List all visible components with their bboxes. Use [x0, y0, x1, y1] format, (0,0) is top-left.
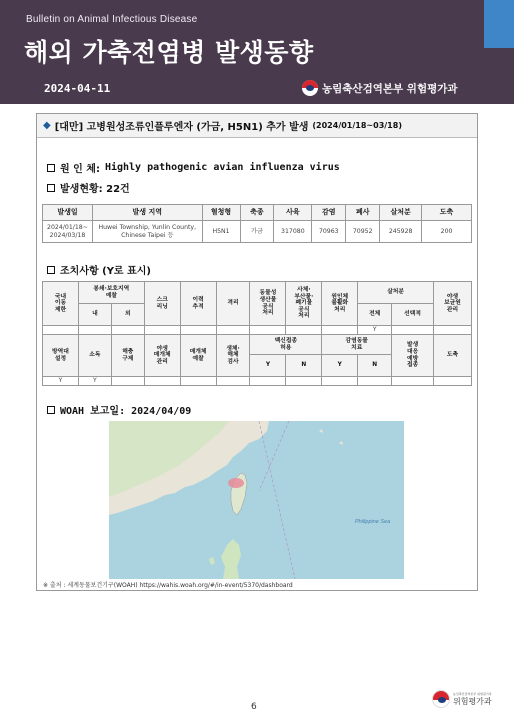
checkbox-icon	[47, 164, 55, 172]
org-logo	[302, 80, 458, 96]
measures-line	[47, 262, 151, 277]
topic-text: [대만] 고병원성조류인플루엔자 (가금, H5N1) 추가 발생	[54, 122, 309, 133]
val-cell	[43, 326, 79, 335]
hdr-pest-control: 해충 구제	[111, 335, 144, 377]
outbreak-map[interactable]	[109, 421, 404, 579]
page-number: 6	[251, 702, 257, 712]
corner-tab	[484, 0, 514, 48]
val-cell	[358, 377, 392, 386]
bulletin-subtitle: Bulletin on Animal Infectious Disease	[26, 14, 198, 25]
table-row	[43, 377, 472, 386]
cell-raised: 317080	[274, 221, 312, 243]
page-title: 해외 가축전염병 발생동향	[24, 38, 314, 67]
hdr-preventive-vaccination: 발생 대응 예방 접종	[392, 335, 434, 377]
source-note: ※ 출처 : 세계동물보건기구(WOAH) https://wahis.woah.org/#/in-event/5370/dashboard	[43, 582, 293, 589]
cell-culled: 245928	[380, 221, 422, 243]
val-cell	[434, 326, 472, 335]
measures-label: 조치사항 (Y로 표시)	[60, 266, 151, 277]
val-cell	[392, 377, 434, 386]
hdr-carcass: 사체· 부산물· 폐기물 공식 처리	[286, 282, 322, 326]
col-slaughtered: 도축	[422, 205, 472, 221]
val-cell	[111, 326, 144, 335]
col-culled: 살처분	[380, 205, 422, 221]
hdr-zoning-out: 외	[111, 304, 144, 326]
topic-range: (2024/01/18~03/18)	[312, 121, 402, 130]
status-label: 발생현황: 22건	[60, 184, 130, 195]
val-cell	[322, 326, 358, 335]
cell-date: 2024/01/18~ 2024/03/18	[43, 221, 93, 243]
val-cell	[286, 326, 322, 335]
cell-slaughtered: 200	[422, 221, 472, 243]
hdr-culling-all: 전체	[358, 304, 392, 326]
taegeuk-logo-icon	[302, 80, 318, 96]
checkbox-icon	[47, 406, 55, 414]
taegeuk-logo-icon	[432, 690, 450, 708]
hdr-treat-y: Y	[322, 355, 358, 377]
hdr-animal-products: 동물성 생산물 공식 처리	[250, 282, 286, 326]
cell-region: Huwei Township, Yunlin County, Chinese Taipei 등	[92, 221, 202, 243]
col-serotype: 혈청형	[202, 205, 240, 221]
val-cell	[250, 326, 286, 335]
table-row	[43, 221, 472, 243]
val-cell	[392, 326, 434, 335]
val-cell	[286, 377, 322, 386]
hdr-zone-setting: 방역대 설정	[43, 335, 79, 377]
footer-org-big: 위험평가과	[453, 696, 492, 706]
report-card	[36, 113, 478, 591]
hdr-slaughter: 도축	[434, 335, 472, 377]
hdr-vector-surveillance: 매개체 예찰	[180, 335, 216, 377]
org-name: 농림축산검역본부 위험평가과	[322, 82, 458, 95]
pathogen-label: 원 인 체:	[60, 164, 100, 175]
val-cell: Y	[78, 377, 111, 386]
val-cell	[180, 326, 216, 335]
hdr-culling-selective: 선택적	[392, 304, 434, 326]
val-cell	[144, 377, 180, 386]
hdr-culling: 살처분	[358, 282, 434, 304]
hdr-wildlife: 야생 보균원 관리	[434, 282, 472, 326]
hdr-disinfection: 소독	[78, 335, 111, 377]
col-infected: 감염	[312, 205, 346, 221]
hdr-domestic-movement: 국내 이동 제한	[43, 282, 79, 326]
cell-infected: 70963	[312, 221, 346, 243]
map-svg	[109, 421, 404, 579]
hdr-vaccination: 백신접종 허용	[250, 335, 322, 355]
val-cell	[180, 377, 216, 386]
diamond-icon: ◆	[43, 120, 51, 131]
hdr-vacc-n: N	[286, 355, 322, 377]
pathogen-value: Highly pathogenic avian influenza virus	[104, 162, 340, 173]
col-species: 축종	[240, 205, 274, 221]
outbreak-area	[228, 478, 244, 488]
col-region: 발생 지역	[92, 205, 202, 221]
woah-line	[47, 402, 191, 417]
val-cell	[144, 326, 180, 335]
footer-logo	[432, 690, 492, 708]
val-cell	[216, 326, 250, 335]
hdr-treat-n: N	[358, 355, 392, 377]
hdr-treatment: 감염동물 치료	[322, 335, 392, 355]
sea-label: Philippine Sea	[355, 519, 391, 525]
outbreak-table	[42, 204, 472, 243]
checkbox-icon	[47, 266, 55, 274]
hdr-inactivation: 원인체 불활화 처리	[322, 282, 358, 326]
table-row	[43, 326, 472, 335]
topic-bar	[37, 114, 477, 138]
cell-serotype: H5N1	[202, 221, 240, 243]
ryukyu-islands	[319, 429, 343, 445]
report-header	[0, 0, 514, 104]
footer-org-small: 농림축산검역본부 위험평가과	[453, 691, 492, 696]
hdr-tracing: 이력 추적	[180, 282, 216, 326]
hdr-vacc-y: Y	[250, 355, 286, 377]
hdr-quarantine: 격리	[216, 282, 250, 326]
val-cell: Y	[43, 377, 79, 386]
small-island	[209, 557, 215, 565]
checkbox-icon	[47, 184, 55, 192]
woah-label: WOAH 보고일: 2024/04/09	[60, 406, 192, 417]
hdr-zoning-in: 내	[78, 304, 111, 326]
val-cell	[322, 377, 358, 386]
val-cell	[216, 377, 250, 386]
hdr-wild-vector: 야생 매개체 관리	[144, 335, 180, 377]
report-date: 2024-04-11	[44, 82, 111, 95]
status-line	[47, 180, 130, 195]
col-dead: 폐사	[346, 205, 380, 221]
col-raised: 사육	[274, 205, 312, 221]
val-cell	[434, 377, 472, 386]
measures-table	[42, 281, 472, 386]
val-cell: Y	[358, 326, 392, 335]
maritime-boundary	[259, 421, 295, 579]
hdr-screening: 스크 리닝	[144, 282, 180, 326]
hdr-inspection: 생체· 해체 검사	[216, 335, 250, 377]
hdr-zoning: 봉쇄·보호지역 예찰	[78, 282, 144, 304]
pathogen-line	[47, 160, 340, 175]
val-cell	[250, 377, 286, 386]
col-date: 발생일	[43, 205, 93, 221]
cell-species: 가금	[240, 221, 274, 243]
val-cell	[111, 377, 144, 386]
philippines-island	[221, 539, 241, 579]
val-cell	[78, 326, 111, 335]
cell-dead: 70952	[346, 221, 380, 243]
